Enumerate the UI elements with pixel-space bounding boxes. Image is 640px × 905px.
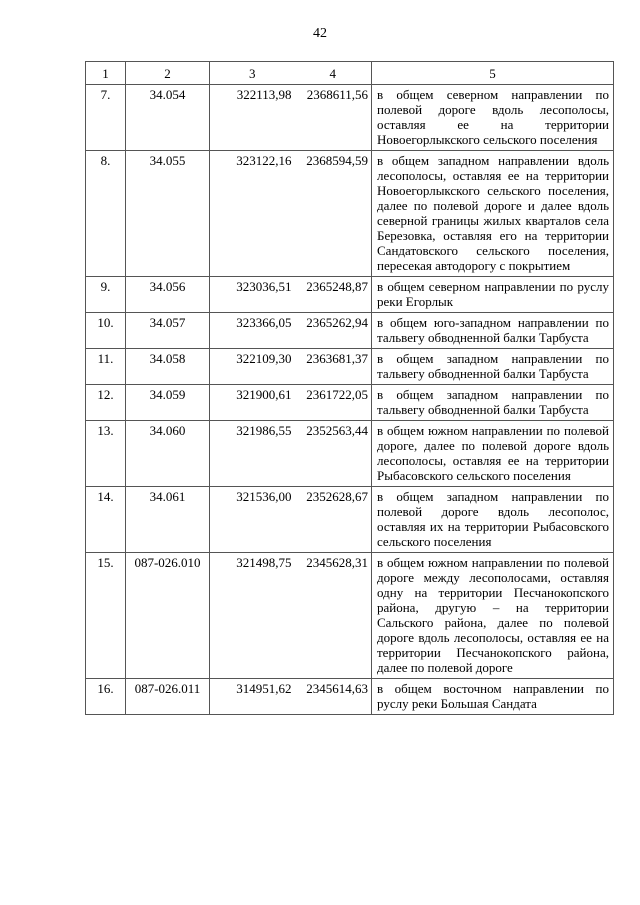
row-number: 13.: [86, 421, 126, 487]
table-row: [86, 277, 614, 313]
coord-y: 2365262,94: [295, 313, 372, 349]
point-code: 34.055: [126, 151, 210, 277]
table-row: [86, 385, 614, 421]
row-number: 8.: [86, 151, 126, 277]
coord-x: 321900,61: [210, 385, 295, 421]
table-row: [86, 349, 614, 385]
table-row: [86, 487, 614, 553]
coord-y: 2361722,05: [295, 385, 372, 421]
boundary-description: в общем западном направлении по полевой дороге вдоль лесополос, оставляя их на территории Рыбасовского сельского поселения: [372, 487, 614, 553]
boundary-description: в общем восточном направлении по руслу реки Большая Сандата: [372, 679, 614, 715]
coord-y: 2365248,87: [295, 277, 372, 313]
row-number: 14.: [86, 487, 126, 553]
boundary-description: в общем южном направлении по полевой дороге, далее по полевой дороге вдоль лесополосы, оставляя ее на территории Рыбасовского сельского поселения: [372, 421, 614, 487]
table-header-row: [86, 62, 614, 85]
row-number: 9.: [86, 277, 126, 313]
row-number: 11.: [86, 349, 126, 385]
boundary-description: в общем западном направлении по тальвегу обводненной балки Тарбуста: [372, 349, 614, 385]
row-number: 7.: [86, 85, 126, 151]
row-number: 16.: [86, 679, 126, 715]
coord-y: 2345628,31: [295, 553, 372, 679]
coord-x: 323036,51: [210, 277, 295, 313]
boundary-table: [85, 61, 614, 715]
boundary-description: в общем северном направлении по полевой дороге вдоль лесополосы, оставляя ее на территории Новоегорлыкского сельского поселения: [372, 85, 614, 151]
point-code: 087-026.011: [126, 679, 210, 715]
point-code: 34.059: [126, 385, 210, 421]
coord-x: 322109,30: [210, 349, 295, 385]
point-code: 34.060: [126, 421, 210, 487]
page-number: 42: [313, 26, 327, 41]
coord-y: 2352563,44: [295, 421, 372, 487]
coord-y: 2363681,37: [295, 349, 372, 385]
boundary-description: в общем северном направлении по руслу реки Егорлык: [372, 277, 614, 313]
table-row: [86, 421, 614, 487]
table-row: [86, 313, 614, 349]
coord-y: 2352628,67: [295, 487, 372, 553]
point-code: 34.061: [126, 487, 210, 553]
point-code: 34.057: [126, 313, 210, 349]
boundary-description: в общем юго-западном направлении по тальвегу обводненной балки Тарбуста: [372, 313, 614, 349]
table-row: [86, 85, 614, 151]
coord-x: 314951,62: [210, 679, 295, 715]
point-code: 087-026.010: [126, 553, 210, 679]
boundary-description: в общем западном направлении вдоль лесополосы, оставляя ее на территории Новоегорлыкского сельского поселения, далее по полевой дороге и далее вдоль северной границы жилых кварталов села Березовка, оставляя его на территории Сандатовского сельского поселения, пересекая автодорогу с покрытием: [372, 151, 614, 277]
coord-x: 321986,55: [210, 421, 295, 487]
row-number: 12.: [86, 385, 126, 421]
point-code: 34.058: [126, 349, 210, 385]
header-col-3: 3: [210, 62, 295, 85]
row-number: 10.: [86, 313, 126, 349]
table-row: [86, 679, 614, 715]
coord-x: 321536,00: [210, 487, 295, 553]
coord-x: 323366,05: [210, 313, 295, 349]
boundary-description: в общем западном направлении по тальвегу обводненной балки Тарбуста: [372, 385, 614, 421]
header-col-2: 2: [126, 62, 210, 85]
coord-x: 321498,75: [210, 553, 295, 679]
row-number: 15.: [86, 553, 126, 679]
coord-x: 323122,16: [210, 151, 295, 277]
point-code: 34.054: [126, 85, 210, 151]
table-row: [86, 151, 614, 277]
header-col-4: 4: [295, 62, 372, 85]
table-row: [86, 553, 614, 679]
coord-y: 2368611,56: [295, 85, 372, 151]
coord-y: 2368594,59: [295, 151, 372, 277]
boundary-description: в общем южном направлении по полевой дороге между лесополосами, оставляя одну на территории Песчанокопского района, другую – на территории Сальского района, далее по полевой дороге вдоль лесополосы, оставляя ее на территории Песчанокопского района, далее по полевой дороге: [372, 553, 614, 679]
header-col-1: 1: [86, 62, 126, 85]
coord-y: 2345614,63: [295, 679, 372, 715]
point-code: 34.056: [126, 277, 210, 313]
coord-x: 322113,98: [210, 85, 295, 151]
header-col-5: 5: [372, 62, 614, 85]
